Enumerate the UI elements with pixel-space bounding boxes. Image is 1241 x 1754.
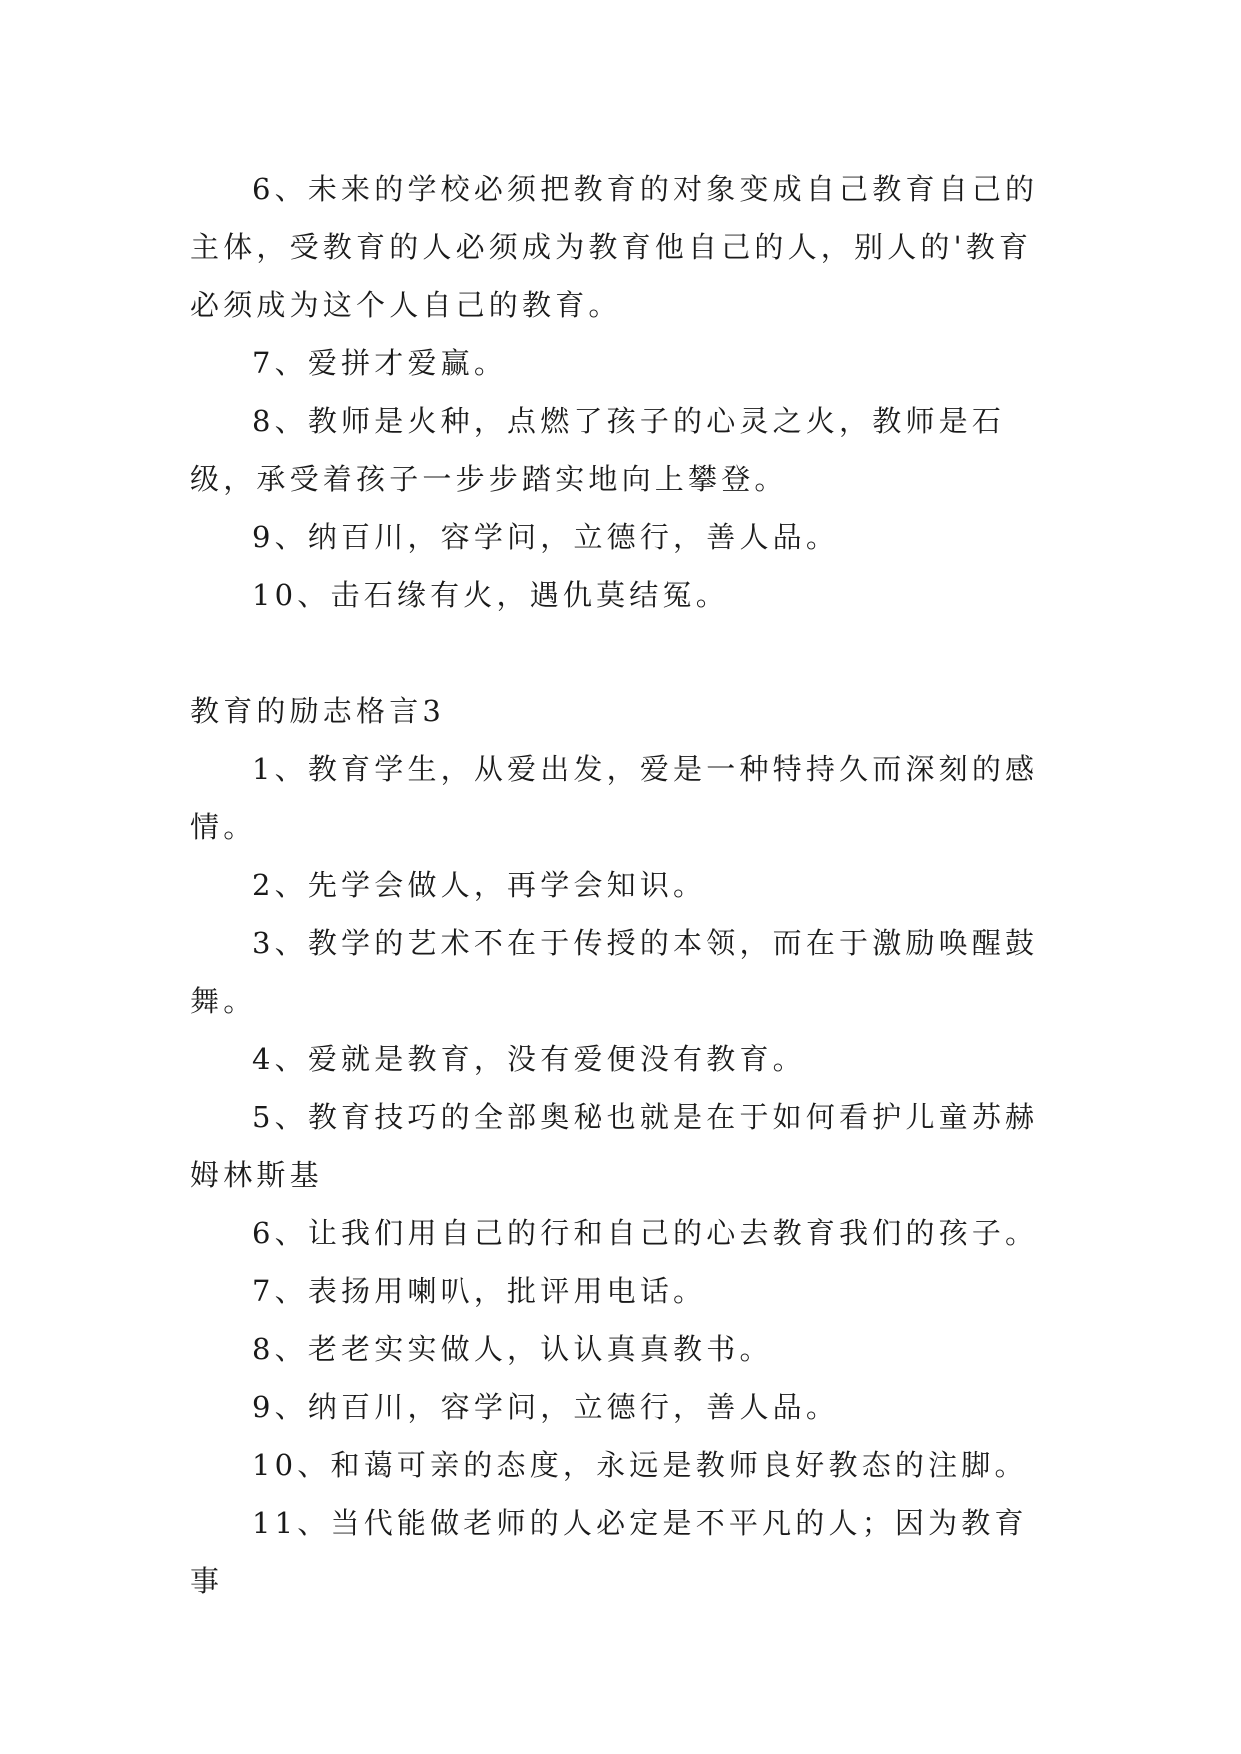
section-spacer [190,624,1060,682]
quote-item: 7、表扬用喇叭，批评用电话。 [252,1274,707,1308]
quote-item: 7、爱拼才爱赢。 [252,346,508,380]
document-body [190,160,1060,1610]
quote-item: 9、纳百川，容学问，立德行，善人品。 [252,1390,840,1424]
quote-item: 11、当代能做老师的人必定是不平凡的人；因为教育事 [190,1506,1028,1598]
quote-item: 5、教育技巧的全部奥秘也就是在于如何看护儿童苏赫姆林斯基 [190,1100,1039,1192]
quote-item: 6、让我们用自己的行和自己的心去教育我们的孩子。 [252,1216,1039,1250]
section-heading: 教育的励志格言3 [190,694,446,728]
quote-item: 3、教学的艺术不在于传授的本领，而在于激励唤醒鼓舞。 [190,926,1039,1018]
quote-item: 2、先学会做人，再学会知识。 [252,868,707,902]
quote-item: 6、未来的学校必须把教育的对象变成自己教育自己的主体，受教育的人必须成为教育他自己的人，别人的'教育必须成为这个人自己的教育。 [190,172,1039,322]
quote-item: 9、纳百川，容学问，立德行，善人品。 [252,520,840,554]
quote-item: 8、教师是火种，点燃了孩子的心灵之火，教师是石级，承受着孩子一步步踏实地向上攀登。 [190,404,1006,496]
quote-item: 4、爱就是教育，没有爱便没有教育。 [252,1042,806,1076]
quote-item: 10、和蔼可亲的态度，永远是教师良好教态的注脚。 [252,1448,1028,1482]
quote-item: 1、教育学生，从爱出发，爱是一种特持久而深刻的感情。 [190,752,1039,844]
quote-item: 10、击石缘有火，遇仇莫结冤。 [252,578,729,612]
quote-item: 8、老老实实做人，认认真真教书。 [252,1332,773,1366]
